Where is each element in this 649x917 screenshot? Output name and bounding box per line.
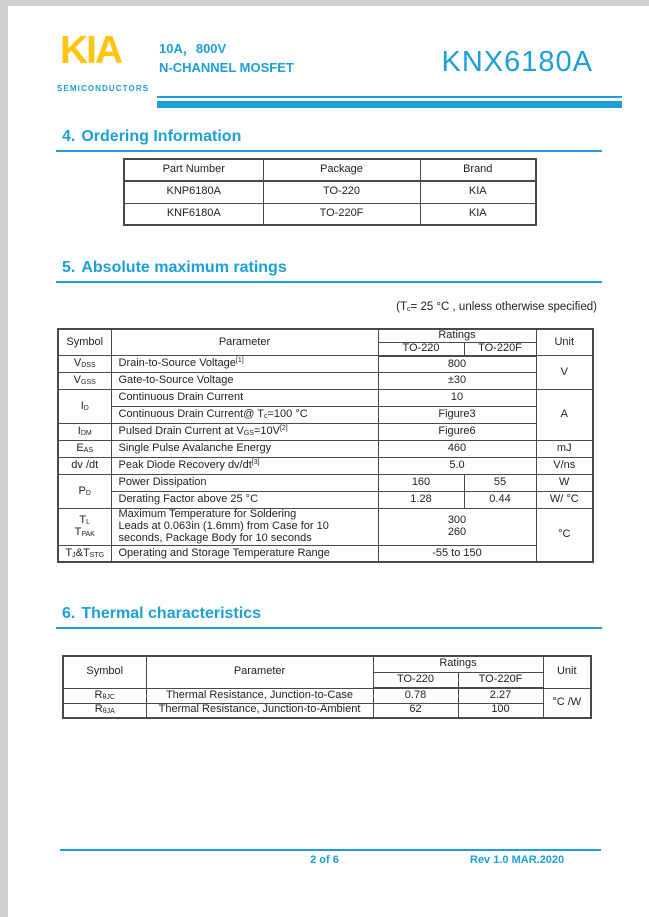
- column-header: Symbol: [63, 656, 146, 688]
- table-cell: Drain-to-Source Voltage[1]: [111, 356, 378, 373]
- table-cell: $R_{\theta JA}$: [63, 703, 146, 718]
- section-title-thermal: [62, 605, 261, 623]
- table-cell: 5.0: [378, 458, 536, 475]
- thermal-table: [62, 655, 592, 719]
- table-cell: 100: [458, 703, 543, 718]
- column-header: TO-220: [378, 342, 464, 355]
- table-row: [58, 390, 593, 407]
- table-cell: W: [536, 475, 593, 492]
- table-cell: $E_{AS}$: [58, 441, 111, 458]
- table-cell: dv /dt: [58, 458, 111, 475]
- table-row: [58, 475, 593, 492]
- column-header: Symbol: [58, 329, 111, 356]
- logo-subtitle: SEMICONDUCTORS: [57, 84, 150, 93]
- table-cell: Operating and Storage Temperature Range: [111, 545, 378, 562]
- table-row: [63, 688, 591, 703]
- column-header: TO-220F: [458, 672, 543, 688]
- section-label: Thermal characteristics: [81, 605, 261, 622]
- table-cell: V: [536, 356, 593, 390]
- table-cell: Derating Factor above 25 °C: [111, 492, 378, 509]
- table-header-row: [124, 159, 536, 181]
- column-header: Parameter: [146, 656, 373, 688]
- table-cell: ±30: [378, 373, 536, 390]
- column-header: Brand: [420, 159, 536, 181]
- table-cell: °C /W: [543, 688, 591, 718]
- table-row: [124, 181, 536, 203]
- section-title-ordering: [62, 128, 241, 146]
- table-cell: Continuous Drain Current: [111, 390, 378, 407]
- table-cell: $I_D$: [58, 390, 111, 424]
- column-header: Parameter: [111, 329, 378, 356]
- table-cell: $P_D$: [58, 475, 111, 509]
- table-cell: Gate-to-Source Voltage: [111, 373, 378, 390]
- column-header: Package: [263, 159, 420, 181]
- table-cell: Thermal Resistance, Junction-to-Case: [146, 688, 373, 703]
- table-cell: -55 to 150: [378, 545, 536, 562]
- table-row: [124, 203, 536, 225]
- table-cell: $R_{\theta JC}$: [63, 688, 146, 703]
- footer-rule: [60, 849, 601, 851]
- column-header: TO-220: [373, 672, 458, 688]
- table-header-row: [58, 329, 593, 342]
- section-underline: [56, 627, 602, 629]
- kia-logo: KIA: [60, 29, 122, 72]
- column-header: Unit: [543, 656, 591, 688]
- table-cell: 460: [378, 441, 536, 458]
- table-cell: KIA: [420, 181, 536, 203]
- column-header: TO-220F: [464, 342, 536, 355]
- table-cell: Power Dissipation: [111, 475, 378, 492]
- column-header: Ratings: [373, 656, 543, 672]
- header-rule-thick: [157, 101, 622, 108]
- section-underline: [56, 281, 602, 283]
- table-cell: 800: [378, 356, 536, 373]
- table-cell: $T_L$ $T_{PAK}$: [58, 509, 111, 546]
- table-row: [58, 545, 593, 562]
- section-title-abs-max: [62, 259, 287, 277]
- table-cell: 10: [378, 390, 536, 407]
- table-cell: °C: [536, 509, 593, 563]
- table-cell: $I_{DM}$: [58, 424, 111, 441]
- table-cell: Maximum Temperature for Soldering Leads at 0.063in (1.6mm) from Case for 10 seconds, Package Body for 10 seconds: [111, 509, 378, 546]
- section-underline: [56, 150, 602, 152]
- table-cell: Single Pulse Avalanche Energy: [111, 441, 378, 458]
- table-cell: KIA: [420, 203, 536, 225]
- table-cell: Figure6: [378, 424, 536, 441]
- table-cell: 2.27: [458, 688, 543, 703]
- table-cell: 55: [464, 475, 536, 492]
- revision-label: Rev 1.0 MAR.2020: [470, 854, 565, 866]
- table-cell: $V_{DSS}$: [58, 356, 111, 373]
- table-cell: 160: [378, 475, 464, 492]
- table-cell: 0.44: [464, 492, 536, 509]
- table-cell: 62: [373, 703, 458, 718]
- table-cell: Continuous Drain Current@ $T_c=100$ °C: [111, 407, 378, 424]
- column-header: Part Number: [124, 159, 263, 181]
- product-rating: 10A，800V: [159, 41, 227, 56]
- table-cell: 1.28: [378, 492, 464, 509]
- part-number-title: KNX6180A: [441, 46, 593, 78]
- section-number: 4.: [62, 128, 76, 145]
- table-cell: Figure3: [378, 407, 536, 424]
- table-row: [58, 458, 593, 475]
- product-type: N-CHANNEL MOSFET: [159, 60, 294, 75]
- table-cell: V/ns: [536, 458, 593, 475]
- table-row: [58, 492, 593, 509]
- table-cell: KNP6180A: [124, 181, 263, 203]
- column-header: Unit: [536, 329, 593, 356]
- page-edge-left: [0, 0, 8, 917]
- header-rule-thin: [157, 96, 622, 98]
- product-summary: [159, 39, 294, 77]
- table-cell: 0.78: [373, 688, 458, 703]
- ordering-table: [123, 158, 537, 226]
- table-row: [58, 356, 593, 373]
- section-number: 5.: [62, 259, 76, 276]
- table-cell: KNF6180A: [124, 203, 263, 225]
- table-cell: W/ °C: [536, 492, 593, 509]
- conditions-note: ($T_c= 25$ °C , unless otherwise specified): [396, 301, 597, 313]
- column-header: Ratings: [378, 329, 536, 342]
- table-cell: Peak Diode Recovery dv/dt[3]: [111, 458, 378, 475]
- table-cell: A: [536, 390, 593, 441]
- thermal-characteristics-table: [62, 655, 592, 719]
- page-edge-top: [0, 0, 649, 6]
- table-row: [58, 424, 593, 441]
- table-cell: TO-220: [263, 181, 420, 203]
- table-cell: $V_{GSS}$: [58, 373, 111, 390]
- table-cell: mJ: [536, 441, 593, 458]
- ordering-info-table: [123, 158, 537, 226]
- table-cell: Thermal Resistance, Junction-to-Ambient: [146, 703, 373, 718]
- table-row: [58, 407, 593, 424]
- absolute-maximum-ratings-table: [57, 328, 594, 563]
- page-indicator: 2 of 6: [310, 854, 339, 866]
- table-row: [58, 373, 593, 390]
- table-row: [58, 509, 593, 546]
- section-label: Absolute maximum ratings: [81, 259, 287, 276]
- table-row: [63, 703, 591, 718]
- table-cell: Pulsed Drain Current at $V_{GS}=10V[2]$: [111, 424, 378, 441]
- section-label: Ordering Information: [81, 128, 242, 145]
- table-row: [58, 441, 593, 458]
- table-cell: $T_J\&T_{STG}$: [58, 545, 111, 562]
- table-cell: TO-220F: [263, 203, 420, 225]
- section-number: 6.: [62, 605, 76, 622]
- table-cell: 300 260: [378, 509, 536, 546]
- abs-max-table: [57, 328, 594, 563]
- table-header-row: [63, 656, 591, 672]
